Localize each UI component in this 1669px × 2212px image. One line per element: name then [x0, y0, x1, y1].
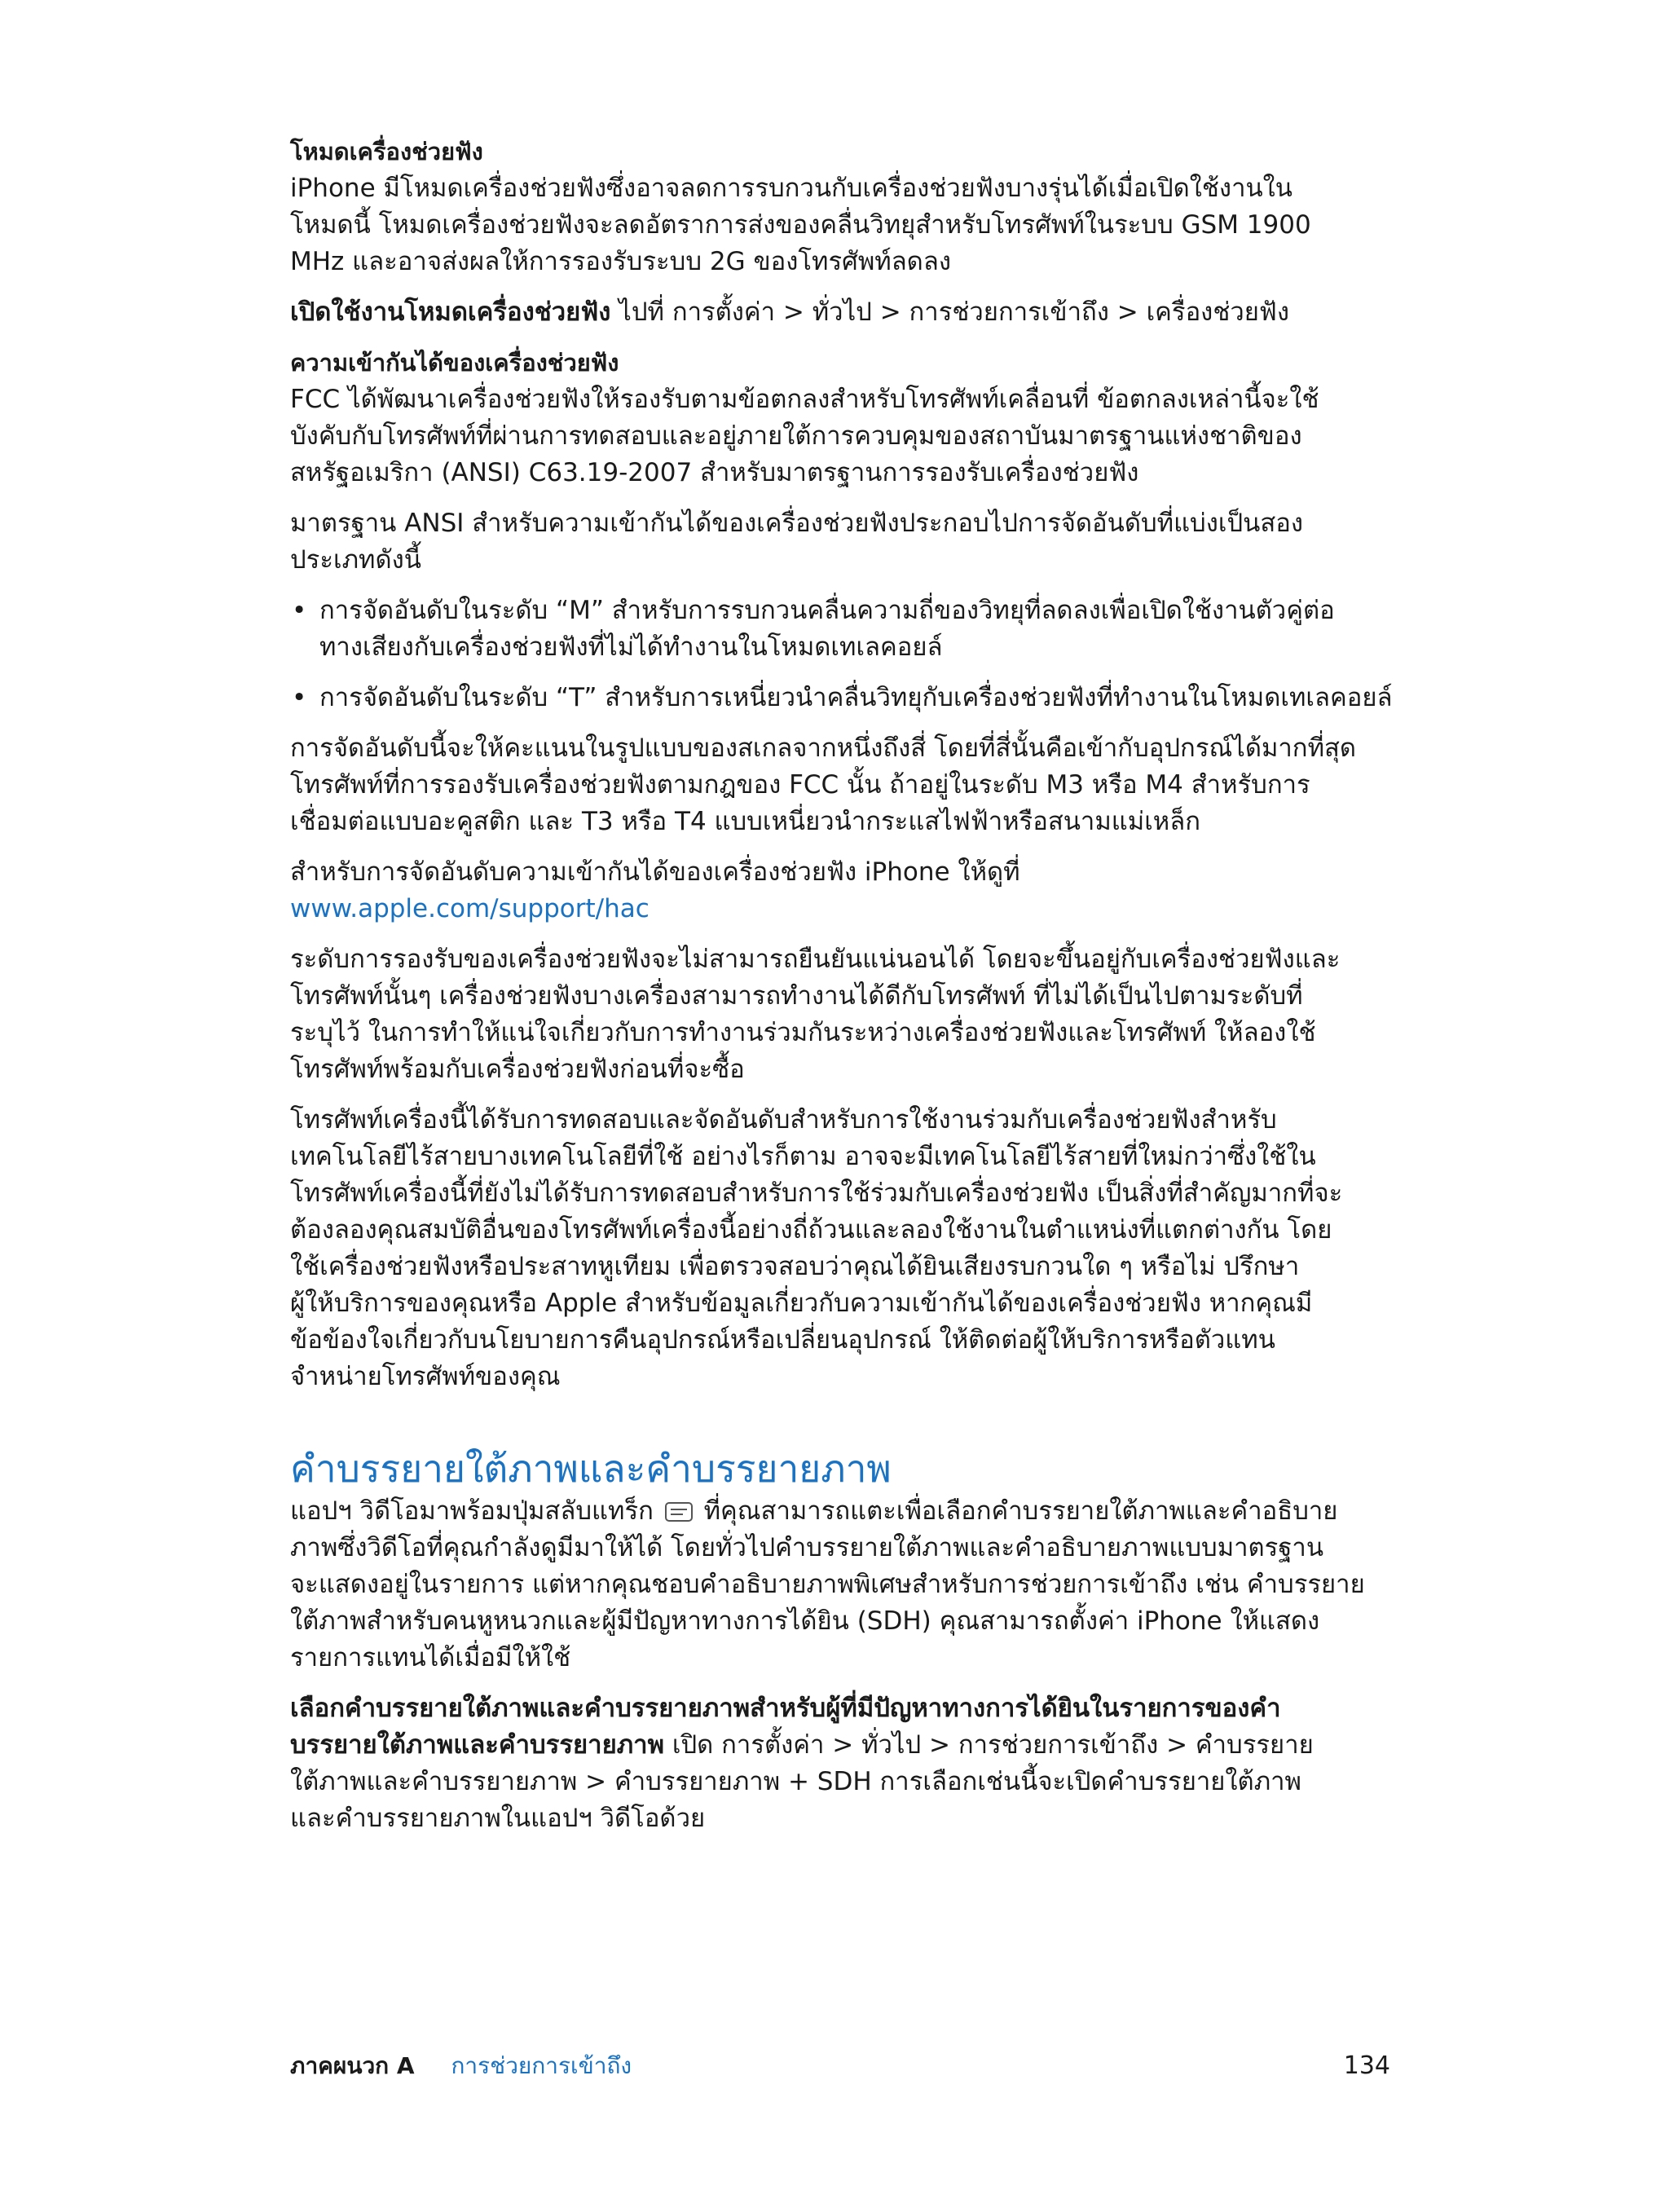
bullet-continuation: ทางเสียงกับเครื่องช่วยฟังที่ไม่ได้ทำงานในโหมดเทเลคอยล์ — [319, 632, 943, 662]
page-footer — [290, 2050, 1390, 2082]
body-line: ผู้ให้บริการของคุณหรือ Apple สำหรับข้อมูลเกี่ยวกับความเข้ากันได้ของเครื่องช่วยฟัง หากคุณมี — [290, 1289, 1313, 1318]
body-line: ข้อข้องใจเกี่ยวกับนโยบายการคืนอุปกรณ์หรือเปลี่ยนอุปกรณ์ ให้ติดต่อผู้ให้บริการหรือตัวแทน — [290, 1325, 1275, 1355]
body-line: โทรศัพท์ที่การรองรับเครื่องช่วยฟังตามกฎของ FCC นั้น ถ้าอยู่ในระดับ M3 หรือ M4 สำหรับการ — [290, 770, 1310, 800]
body-line: จำหน่ายโทรศัพท์ของคุณ — [290, 1362, 561, 1391]
footer-chapter-link[interactable]: การช่วยการเข้าถึง — [451, 2052, 632, 2079]
body-line: การจัดอันดับนี้จะให้คะแนนในรูปแบบของสเกลจากหนึ่งถึงสี่ โดยที่สี่นั้นคือเข้ากับอุปกรณ์ได้มากที่สุด — [290, 734, 1357, 763]
instruction-bold: เลือกคำบรรยายใต้ภาพและคำบรรยายภาพสำหรับผู้ที่มีปัญหาทางการได้ยินในรายการของคำ — [290, 1694, 1281, 1723]
compatibility-heading: ความเข้ากันได้ของเครื่องช่วยฟัง — [290, 349, 619, 377]
body-text: ที่คุณสามารถแตะเพื่อเลือกคำบรรยายใต้ภาพและคำอธิบาย — [703, 1496, 1338, 1526]
subtitle-track-icon — [665, 1502, 693, 1522]
body-line: ภาพซึ่งวิดีโอที่คุณกำลังดูมีมาให้ได้ โดยทั่วไปคำบรรยายใต้ภาพและคำอธิบายภาพแบบมาตรฐาน — [290, 1533, 1324, 1562]
body-line: เทคโนโลยีไร้สายบางเทคโนโลยีที่ใช้ อย่างไรก็ตาม อาจจะมีเทคโนโลยีไร้สายที่ใหม่กว่าซึ่งใช้ใน — [290, 1142, 1316, 1171]
instruction-bold: บรรยายใต้ภาพและคำบรรยายภาพ — [290, 1730, 665, 1760]
bullet-icon: • — [292, 596, 307, 625]
bullet-text: การจัดอันดับในระดับ “T” สำหรับการเหนี่ยวนำคลื่นวิทยุกับเครื่องช่วยฟังที่ทำงานในโหมดเทเลคอยล์ — [319, 683, 1393, 712]
bullet-text: การจัดอันดับในระดับ “M” สำหรับการรบกวนคลื่นความถี่ของวิทยุที่ลดลงเพื่อเปิดใช้งานตัวคู่ต่อ — [319, 596, 1335, 625]
hac-support-link[interactable]: www.apple.com/support/hac — [290, 894, 650, 923]
instruction-text: เปิด การตั้งค่า > ทั่วไป > การช่วยการเข้าถึง > คำบรรยาย — [664, 1730, 1314, 1760]
body-line: iPhone มีโหมดเครื่องช่วยฟังซึ่งอาจลดการรบกวนกับเครื่องช่วยฟังบางรุ่นได้เมื่อเปิดใช้งานใน — [290, 174, 1292, 203]
footer-part: ภาคผนวก A — [290, 2052, 415, 2079]
body-line: ใต้ภาพสำหรับคนหูหนวกและผู้มีปัญหาทางการได้ยิน (SDH) คุณสามารถตั้งค่า iPhone ให้แสดง — [290, 1606, 1320, 1636]
body-line: เชื่อมต่อแบบอะคูสติก และ T3 หรือ T4 แบบเหนี่ยวนำกระแสไฟฟ้าหรือสนามแม่เหล็ก — [290, 807, 1200, 836]
hearing-aid-mode-section — [290, 134, 1390, 331]
body-line: โทรศัพท์เครื่องนี้ได้รับการทดสอบและจัดอันดับสำหรับการใช้งานร่วมกับเครื่องช่วยฟังสำหรับ — [290, 1105, 1277, 1135]
bullet-item — [290, 593, 1390, 629]
instruction-line — [290, 1727, 1390, 1764]
hearing-aid-mode-heading: โหมดเครื่องช่วยฟัง — [290, 138, 483, 165]
body-line: บังคับกับโทรศัพท์ที่ผ่านการทดสอบและอยู่ภายใต้การควบคุมของสถาบันมาตรฐานแห่งชาติของ — [290, 421, 1302, 451]
subtitles-title: คำบรรยายใต้ภาพและคำบรรยายภาพ — [290, 1447, 892, 1491]
subtitles-section — [290, 1444, 1390, 1837]
body-line: ระดับการรองรับของเครื่องช่วยฟังจะไม่สามารถยืนยันแน่นอนได้ โดยจะขึ้นอยู่กับเครื่องช่วยฟังและ — [290, 945, 1341, 974]
page-number: 134 — [1343, 2051, 1390, 2080]
bullet-icon: • — [292, 683, 307, 712]
body-line: โหมดนี้ โหมดเครื่องช่วยฟังจะลดอัตราการส่งของคลื่นวิทยุสำหรับโทรศัพท์ในระบบ GSM 1900 — [290, 210, 1311, 240]
body-text: แอปฯ วิดีโอมาพร้อมปุ่มสลับแทร็ก — [290, 1496, 654, 1526]
body-line — [290, 1493, 1390, 1530]
body-line: ระบุไว้ ในการทำให้แน่ใจเกี่ยวกับการทำงานร่วมกันระหว่างเครื่องช่วยฟังและโทรศัพท์ ให้ลองใช้ — [290, 1018, 1316, 1047]
instruction-line: ใต้ภาพและคำบรรยายภาพ > คำบรรยายภาพ + SDH การเลือกเช่นนี้จะเปิดคำบรรยายใต้ภาพ — [290, 1767, 1301, 1796]
bullet-item — [290, 680, 1393, 716]
body-line: FCC ได้พัฒนาเครื่องช่วยฟังให้รองรับตามข้อตกลงสำหรับโทรศัพท์เคลื่อนที่ ข้อตกลงเหล่านี้จะใช้ — [290, 385, 1319, 414]
body-line: สหรัฐอเมริกา (ANSI) C63.19-2007 สำหรับมาตรฐานการรองรับเครื่องช่วยฟัง — [290, 458, 1139, 487]
instruction-line: และคำบรรยายภาพในแอปฯ วิดีโอด้วย — [290, 1804, 706, 1833]
page-content — [290, 134, 1393, 1837]
body-line: รายการแทนได้เมื่อมีให้ใช้ — [290, 1643, 571, 1672]
hearing-aid-mode-instruction — [290, 294, 1390, 331]
body-line: ใช้เครื่องช่วยฟังหรือประสาทหูเทียม เพื่อตรวจสอบว่าคุณได้ยินเสียงรบกวนใด ๆ หรือไม่ ปรึกษา — [290, 1252, 1300, 1281]
body-line: MHz และอาจส่งผลให้การรองรับระบบ 2G ของโทรศัพท์ลดลง — [290, 247, 951, 276]
body-line: สำหรับการจัดอันดับความเข้ากันได้ของเครื่องช่วยฟัง iPhone ให้ดูที่ — [290, 857, 1020, 887]
instruction-text: ไปที่ การตั้งค่า > ทั่วไป > การช่วยการเข้าถึง > เครื่องช่วยฟัง — [610, 297, 1290, 327]
body-line: โทรศัพท์เครื่องนี้ที่ยังไม่ได้รับการทดสอบสำหรับการใช้ร่วมกับเครื่องช่วยฟัง เป็นสิ่งที่สำคัญมากที่จะ — [290, 1179, 1343, 1208]
compatibility-section — [290, 345, 1393, 1395]
body-line: จะแสดงอยู่ในรายการ แต่หากคุณชอบคำอธิบายภาพพิเศษสำหรับการช่วยการเข้าถึง เช่น คำบรรยาย — [290, 1570, 1365, 1599]
instruction-bold: เปิดใช้งานโหมดเครื่องช่วยฟัง — [290, 297, 611, 327]
body-line: มาตรฐาน ANSI สำหรับความเข้ากันได้ของเครื่องช่วยฟังประกอบไปการจัดอันดับที่แบ่งเป็นสอง — [290, 509, 1304, 538]
body-line: ต้องลองคุณสมบัติอื่นของโทรศัพท์เครื่องนี้อย่างถี่ถ้วนและลองใช้งานในตำแหน่งที่แตกต่างกัน โดย — [290, 1215, 1332, 1245]
body-line: โทรศัพท์นั้นๆ เครื่องช่วยฟังบางเครื่องสามารถทำงานได้ดีกับโทรศัพท์ ที่ไม่ได้เป็นไปตามระดับที่ — [290, 981, 1303, 1011]
body-line: ประเภทดังนี้ — [290, 545, 421, 575]
body-line: โทรศัพท์พร้อมกับเครื่องช่วยฟังก่อนที่จะซื้อ — [290, 1055, 745, 1084]
